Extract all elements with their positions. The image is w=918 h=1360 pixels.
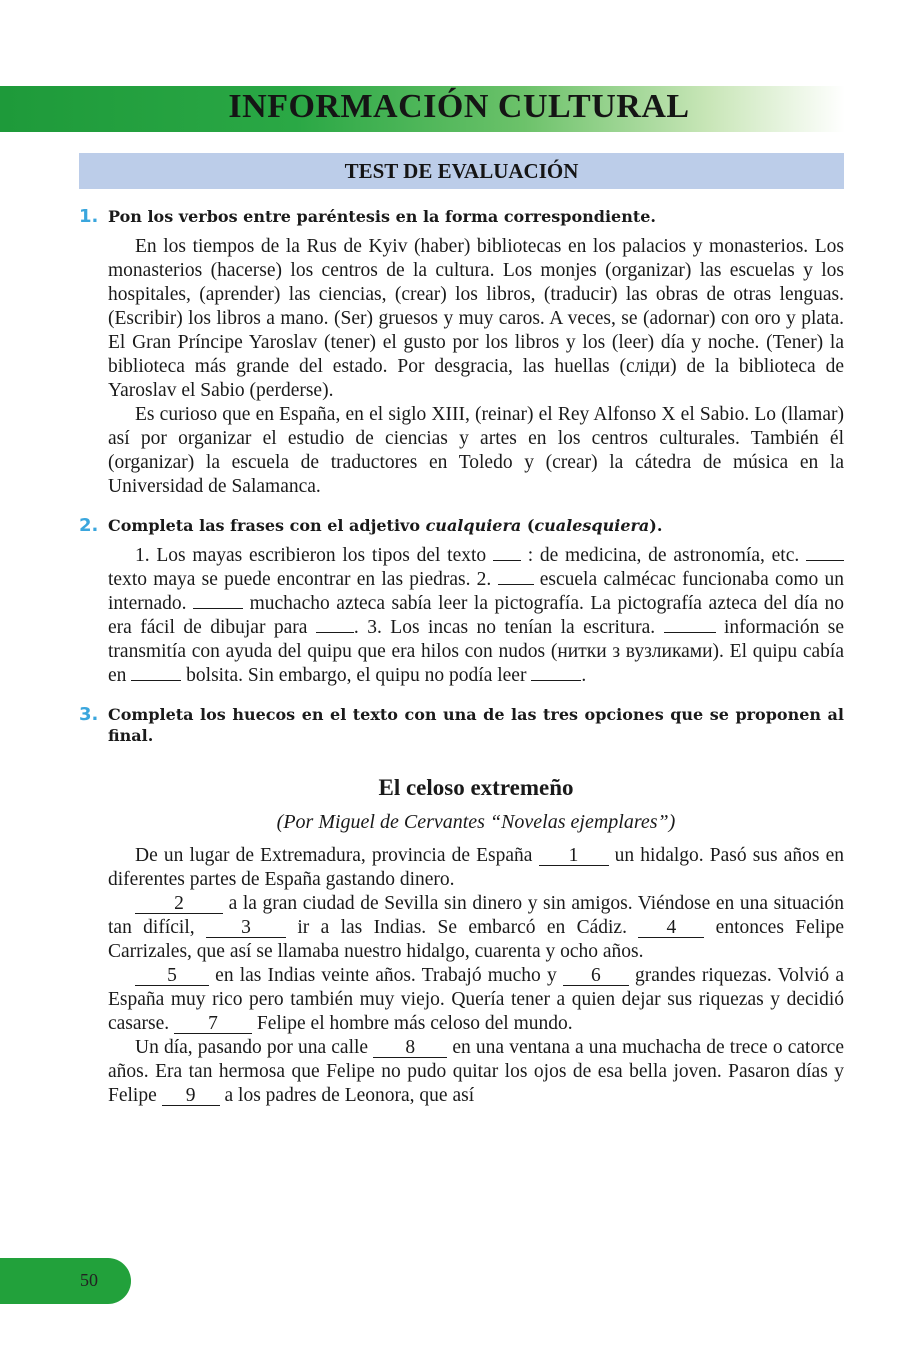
blank-gap bbox=[806, 560, 844, 561]
blank-gap bbox=[493, 560, 521, 561]
exercise-number: 1. bbox=[79, 206, 99, 227]
exercise-instruction: Pon los verbos entre paréntesis en la forma correspondiente. bbox=[108, 207, 656, 226]
exercise-1-paragraph-1: En los tiempos de la Rus de Kyiv (haber) bibliotecas en los palacios y monasterios. Los monasterios (hacerse) los centros de la cultura. Los monjes (organizar) las escuelas y los hospitales, (aprender) las ciencias, (crear) los libros, (traducir) las obras de otras lenguas. (Escribir) los libros a mano. (Ser) gruesos y muy caros. A veces, se (adornar) con oro y plata. El Gran Príncipe Yaroslav (tener) el gusto por los libros y los (leer) día y noche. (Tener) la biblioteca más grande del estado. Por desgracia, las huellas (сліди) de la biblioteca de Yaroslav el Sabio (perderse). bbox=[108, 236, 844, 401]
exercise-1-paragraph-2: Es curioso que en España, en el siglo XIII, (reinar) el Rey Alfonso X el Sabio. Lo (llamar) así por organizar el estudio de ciencias y artes en los centros culturales. También él (organizar) la escuela de traductores en Toledo y (crear) la cátedra de música en la Universidad de Salamanca. bbox=[108, 404, 844, 497]
text-run: De un lugar de Extremadura, provincia de España bbox=[135, 845, 539, 866]
exercise-instruction: Completa los huecos en el texto con una de las tres opciones que se proponen al final. bbox=[108, 705, 844, 745]
page-number-tab bbox=[0, 1258, 131, 1304]
page-content bbox=[79, 200, 844, 1108]
text-run: información se transmitía con ayuda del quipu que era hilos con nudos (нитки з вузликами). El quipu cabía en bbox=[108, 617, 845, 686]
text-run: . 3. Los incas no tenían la escritura. bbox=[353, 617, 664, 638]
numbered-gap: 3 bbox=[206, 918, 286, 938]
exercise-2-paragraph bbox=[108, 544, 844, 688]
story-paragraph-1 bbox=[108, 844, 844, 892]
numbered-gap: 5 bbox=[135, 966, 209, 986]
text-run: a la gran ciudad de Sevilla sin dinero y sin amigos. Viéndose en una situación tan difícil, bbox=[108, 893, 844, 938]
text-run: en una ventana a una muchacha de trece o catorce años. Era tan hermosa que Felipe no pudo quitar los ojos de esa bella joven. Pasaron días y Felipe bbox=[108, 1037, 844, 1106]
text-run: a los padres de Leonora, que así bbox=[219, 1085, 475, 1106]
test-title: TEST DE EVALUACIÓN bbox=[344, 158, 579, 183]
numbered-gap: 1 bbox=[539, 846, 609, 866]
text-run: en las Indias veinte años. Trabajó mucho y bbox=[209, 965, 563, 986]
story-title: El celoso extremeño bbox=[378, 775, 574, 800]
text-run: entonces Felipe Carrizales, que así se llamaba nuestro hidalgo, cuarenta y ocho años. bbox=[108, 917, 844, 962]
text-run: ir a las Indias. Se embarcó en Cádiz. bbox=[285, 917, 639, 938]
text-run: muchacho azteca sabía leer la pictografía. La pictografía azteca del día no era fácil de dibujar para bbox=[108, 593, 844, 638]
exercise-3-heading bbox=[79, 704, 844, 746]
text-run: un hidalgo. Pasó sus años en diferentes partes de España gastando dinero. bbox=[108, 845, 845, 890]
text-run: bolsita. Sin embargo, el quipu no podía leer bbox=[181, 665, 532, 686]
text-run: : de medicina, de astronomía, etc. bbox=[520, 545, 806, 566]
instruction-keyword: cualquiera bbox=[425, 516, 522, 535]
numbered-gap: 6 bbox=[563, 966, 629, 986]
test-banner bbox=[79, 153, 844, 189]
exercise-1-heading bbox=[79, 206, 844, 227]
text-run: texto maya se puede encontrar en las piedras. 2. bbox=[108, 569, 498, 590]
exercise-number: 2. bbox=[79, 515, 99, 536]
blank-gap bbox=[664, 632, 716, 633]
numbered-gap: 9 bbox=[162, 1086, 220, 1106]
text-run: grandes riquezas. Volvió a España muy rico pero también muy viejo. Quería tener a quien dejar sus riquezas y decidió casarse. bbox=[108, 965, 844, 1034]
numbered-gap: 4 bbox=[638, 918, 704, 938]
blank-gap bbox=[193, 608, 243, 609]
blank-gap bbox=[316, 632, 354, 633]
page-number: 50 bbox=[80, 1270, 98, 1290]
exercise-number: 3. bbox=[79, 704, 99, 725]
numbered-gap: 8 bbox=[373, 1038, 447, 1058]
text-run: escuela calmécac funcionaba como un internado. bbox=[108, 569, 844, 614]
text-run: 1. Los mayas escribieron los tipos del texto bbox=[135, 545, 493, 566]
instruction-text: ( bbox=[521, 516, 535, 535]
instruction-text: ). bbox=[649, 516, 663, 535]
story-subtitle: (Por Miguel de Cervantes “Novelas ejemplares”) bbox=[276, 811, 676, 833]
story-paragraph-3 bbox=[108, 964, 844, 1036]
numbered-gap: 7 bbox=[174, 1014, 252, 1034]
blank-gap bbox=[531, 680, 581, 681]
text-run: Un día, pasando por una calle bbox=[135, 1037, 374, 1058]
blank-gap bbox=[131, 680, 181, 681]
blank-gap bbox=[498, 584, 534, 585]
instruction-text: Completa las frases con el adjetivo bbox=[108, 516, 426, 535]
instruction-keyword: cualesquiera bbox=[534, 516, 650, 535]
section-title: INFORMACIÓN CULTURAL bbox=[228, 88, 690, 125]
numbered-gap: 2 bbox=[135, 894, 223, 914]
text-run: Felipe el hombre más celoso del mundo. bbox=[252, 1013, 573, 1034]
story-paragraph-2 bbox=[108, 892, 844, 964]
story-paragraph-4 bbox=[108, 1036, 844, 1108]
text-run: . bbox=[581, 665, 587, 686]
exercise-2-heading bbox=[79, 515, 844, 536]
exercise-instruction bbox=[108, 515, 844, 536]
